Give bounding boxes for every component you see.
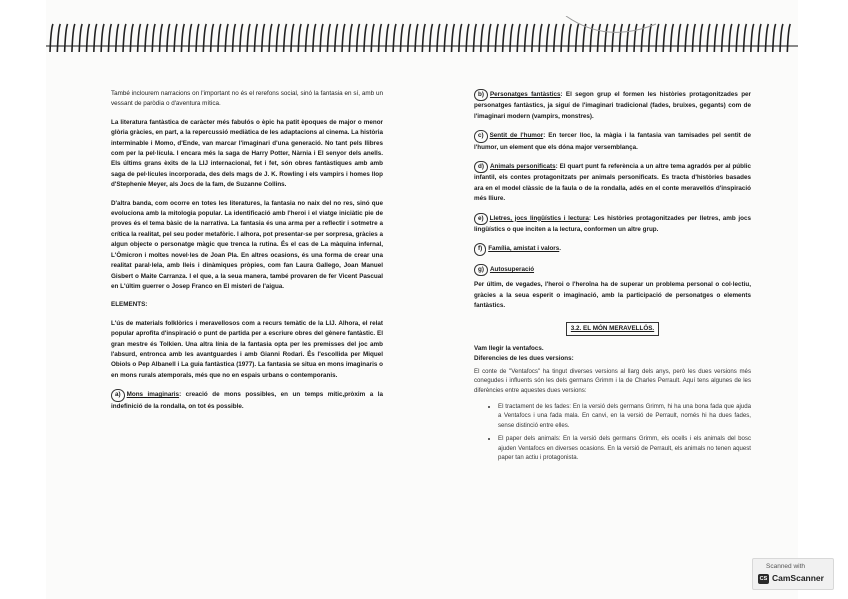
spiral-coil [320,24,323,52]
spiral-coil [393,24,396,52]
elements-heading: ELEMENTS: [111,301,148,309]
spiral-coil [488,24,491,52]
spiral-coil [247,24,250,52]
line-diferencies: Diferencies de les dues versions: [474,355,574,363]
spiral-coil [233,24,236,52]
spiral-coil [108,24,111,52]
item-a [111,389,383,412]
spiral-coil [72,24,75,52]
spiral-coil [605,24,608,52]
item-e-marker: e) [474,213,488,225]
spiral-coil [160,24,163,52]
list-item-fades: • El tractament de les fades: En la versió dels germans Grimm, hi ha una bona fada que ajuda a Ventafocs i una fada mala. En canvi, en la versió de Perrault, només hi ha dues fades, sense distinció entre elles. [498,402,751,431]
camscanner-watermark [752,558,834,590]
item-f-marker: f) [474,243,486,255]
spiral-coil [780,24,783,52]
item-c [474,130,751,153]
typed-intro: El conte de "Ventafocs" ha tingut diverses versions al llarg dels anys, però les dues versions més conegudes i influents són les dels germans Grimm i la de Charles Perrault. Aquí tens algunes de les diferències entre aquestes dues versions: [474,367,751,394]
item-d [474,161,751,205]
paragraph-autosuperacio: Per últim, de vegades, l'heroi o l'heroïna ha de superar un problema personal o col·lectiu, gràcies a la seua esperit o imaginació, amb la participació de personatges o elements fantàstics. [474,281,751,310]
spiral-coil [422,24,425,52]
spiral-coil [349,24,352,52]
spiral-coil [751,24,754,52]
spiral-coil [546,24,549,52]
item-b-title: Personatges fantàstics [489,91,561,98]
list-item-animals: • El paper dels animals: En la versió dels germans Grimm, els ocells i els animals del bosc ajuden Ventafocs en diverses ocasions. En la versió de Perrault, els animals no tenen aquest paper tan actiu i protagonista. [498,434,751,463]
scanned-with-text: Scanned with [766,563,806,570]
spiral-coil [298,24,301,52]
spiral-coil [342,24,345,52]
spiral-coil [459,24,462,52]
spiral-coil [379,24,382,52]
spiral-coil [758,24,761,52]
spiral-coil [415,24,418,52]
item-e-title: Lletres, jocs lingüístics i lectura [489,214,589,222]
spiral-coil [408,24,411,52]
spiral-coil [466,24,469,52]
spiral-coil [627,24,630,52]
spiral-coil [619,24,622,52]
right-column [474,89,751,467]
spiral-coil [218,24,221,52]
spiral-coil [744,24,747,52]
spiral-coil [145,24,148,52]
spiral-coil [357,24,360,52]
spiral-coil [503,24,506,52]
item-b [474,89,751,122]
paragraph-elements: L'ús de materials folklòrics i meravellosos com a recurs temàtic de la LIJ. Alhora, el relat popular aprofita d'inspiració o punt de partida per a escriure obres del gènere fantàstic. El gran mestre és Tolkien. Una altra línia de la fantasia opta per les premisses del joc amb l'absurd, entronca amb les avantguardes i amb Gianni Rodari. És l'escollida per Miquel Obiols o Pep Albanell i La guia fantàstica (1977). La fantasia se situa en mons imaginaris o en mons rurals atemporals, més que no en espais urbans o contemporanis. [111,319,383,379]
spiral-coil [481,24,484,52]
spiral-coil [276,24,279,52]
item-d-text: : El quart punt fa referència a un altre tema agradós per al públic infantil, els contes protagonitzats per animals personificats. Es tracta d'històries basades ara en el model clàssic de la faula o de la rondalla, adés en el conte meravellós d'inspiració més lliure. [474,163,751,203]
spiral-coil [444,24,447,52]
item-e [474,213,751,236]
left-column [111,89,383,420]
spiral-coil [729,24,732,52]
item-c-marker: c) [474,130,488,142]
item-f [474,243,751,255]
paragraph-literatura-fantastica: La literatura fantàstica de caràcter més fabulós o èpic ha patit èpoques de major o menor glòria gràcies, en part, a la repercussió mediàtica de les adaptacions al cinema. La història interminable i Momo, d'Ende, van marcar l'imaginari d'una generació. No tant pels llibres com per la pel·lícula. I encara més la saga de Harry Potter, Nàrnia i El senyor dels anells. Els últims grans èxits de la LIJ internacional, fet i fet, són obres fantàstiques amb amb saga de pel·lícules incorporada, des dels mags de J. K. Rowling i els vampirs i homes llop d'Stephenie Meyer, als Jocs de la fam, de Suzanne Collins. [111,118,383,189]
spiral-coil [663,24,666,52]
spiral-coil [452,24,455,52]
spiral-coil [225,24,228,52]
item-g [474,264,751,276]
spiral-binding [46,16,798,58]
spiral-coil [473,24,476,52]
section-title [474,322,751,336]
spiral-coil [671,24,674,52]
spiral-coil [50,24,53,52]
item-b-marker: b) [474,89,488,101]
spiral-coil [269,24,272,52]
spiral-coil [152,24,155,52]
spiral-coil [371,24,374,52]
spiral-coil [254,24,257,52]
spiral-coil [335,24,338,52]
item-d-marker: d) [474,161,488,173]
spiral-coil [123,24,126,52]
spiral-coil [736,24,739,52]
item-d-title: Animals personificats [489,163,556,171]
spiral-coil [510,24,513,52]
spiral-coil [174,24,177,52]
spiral-coil [57,24,60,52]
spiral-coil [525,24,528,52]
spiral-coil [400,24,403,52]
spiral-coil [203,24,206,52]
spiral-coil [612,24,615,52]
spiral-coil [386,24,389,52]
spiral-coil [787,24,790,52]
spiral-coil [284,24,287,52]
spiral-coil [211,24,214,52]
spiral-coil [707,24,710,52]
spiral-coil [678,24,681,52]
differences-list [474,402,751,464]
item-a-title: Mons imaginaris [126,391,180,399]
spiral-coil [532,24,535,52]
spiral-coil [495,24,498,52]
item-e-text: : Les històries protagonitzades per lletres, amb jocs lingüístics o que inciten a la lectura, conformen un altre grup. [474,214,751,234]
paragraph-intro: També inclourem narracions on l'important no és el rerefons social, sinó la fantasia en sí, amb un vessant de paròdia o d'aventura mítica. [111,90,383,108]
camscanner-brand-text: CamScanner [772,573,824,583]
spiral-coil [685,24,688,52]
item-g-marker: g) [474,264,488,276]
item-b-text: : El segon grup el formen les històries protagonitzades per personatges fantàstics, ja siguí de l'imaginari tradicional (fades, bruixes, gegants) com de l'imaginari modern (vampirs, monstres). [474,91,752,120]
spiral-coil [649,24,652,52]
spiral-coil [517,24,520,52]
spiral-coil [430,24,433,52]
spiral-coil [634,24,637,52]
spiral-coil [87,24,90,52]
spiral-coil [539,24,542,52]
item-f-text: . [559,245,561,253]
typed-section [474,367,751,463]
spiral-coil [576,24,579,52]
item-a-marker: a) [111,389,125,401]
spiral-coil [138,24,141,52]
spiral-coil [196,24,199,52]
item-a-text: : creació de mons possibles, en un temps mític,pròxim a la indefinició de la rondalla, on tot és possible. [111,391,383,410]
spiral-coil [313,24,316,52]
spiral-coil [583,24,586,52]
spiral-coil [714,24,717,52]
spiral-coil [181,24,184,52]
spiral-coil [568,24,571,52]
item-c-text: : En tercer lloc, la màgia i la fantasia van tamisades pel sentit de l'humor, un element que els dóna major versemblança. [474,132,751,151]
paragraph-fantasia-mitologia: D'altra banda, com ocorre en totes les literatures, la fantasia no naix del no res, sinó que evoluciona amb la mitologia popular. La identificació amb l'heroi i el viatge iniciàtic pie de proves és el tema bàsic de la narrativa. La fantasia és una arma per a reflectir i sotmetre a crítica la realitat, pel seu poder metafòric. I alhora, pot presentar-se per sorpresa, gràcies a algun objecte o personatge màgic que trenca la rutina. És el cas de La màquina infernal, L'Òmicron i moltes novel·les de Joan Pla. En altres ocasions, és una forma de crear una realitat paral·lela, amb lleis i dinàmiques pròpies, com fan Laura Gallego, Joan Manuel Gisbert o Maite Carranza. I el que, a la seua manera, també provaren de fer Vicent Pascual en L'últim guerrer o Josep Franco en El misteri de l'aigua. [111,199,383,290]
spiral-coil [656,24,659,52]
spiral-coil [94,24,97,52]
spiral-coil [700,24,703,52]
spiral-coil [130,24,133,52]
item-f-title: Família, amistat i valors [488,245,560,253]
spiral-coil [306,24,309,52]
item-g-title: Autosuperació [489,265,535,273]
spiral-coil [167,24,170,52]
spiral-coil [327,24,330,52]
spiral-coil [65,24,68,52]
spiral-coil [291,24,294,52]
spiral-coil [765,24,768,52]
line-ventafocs: Vam llegir la ventafocs. [474,344,544,352]
spiral-coil [240,24,243,52]
spiral-coil [692,24,695,52]
spiral-coil [189,24,192,52]
camscanner-logo-icon: CS [759,576,768,582]
spiral-coil [437,24,440,52]
spiral-coil [561,24,564,52]
spiral-coil [262,24,265,52]
spiral-coil [364,24,367,52]
spiral-coil [598,24,601,52]
spiral-coil [722,24,725,52]
item-c-title: Sentit de l'humor [489,132,544,140]
spiral-coil [101,24,104,52]
spiral-coil [554,24,557,52]
spiral-coil [773,24,776,52]
section-title-text: 3.2. EL MÓN MERAVELLÓS. [566,322,659,336]
spiral-coil [79,24,82,52]
spiral-coil [116,24,119,52]
